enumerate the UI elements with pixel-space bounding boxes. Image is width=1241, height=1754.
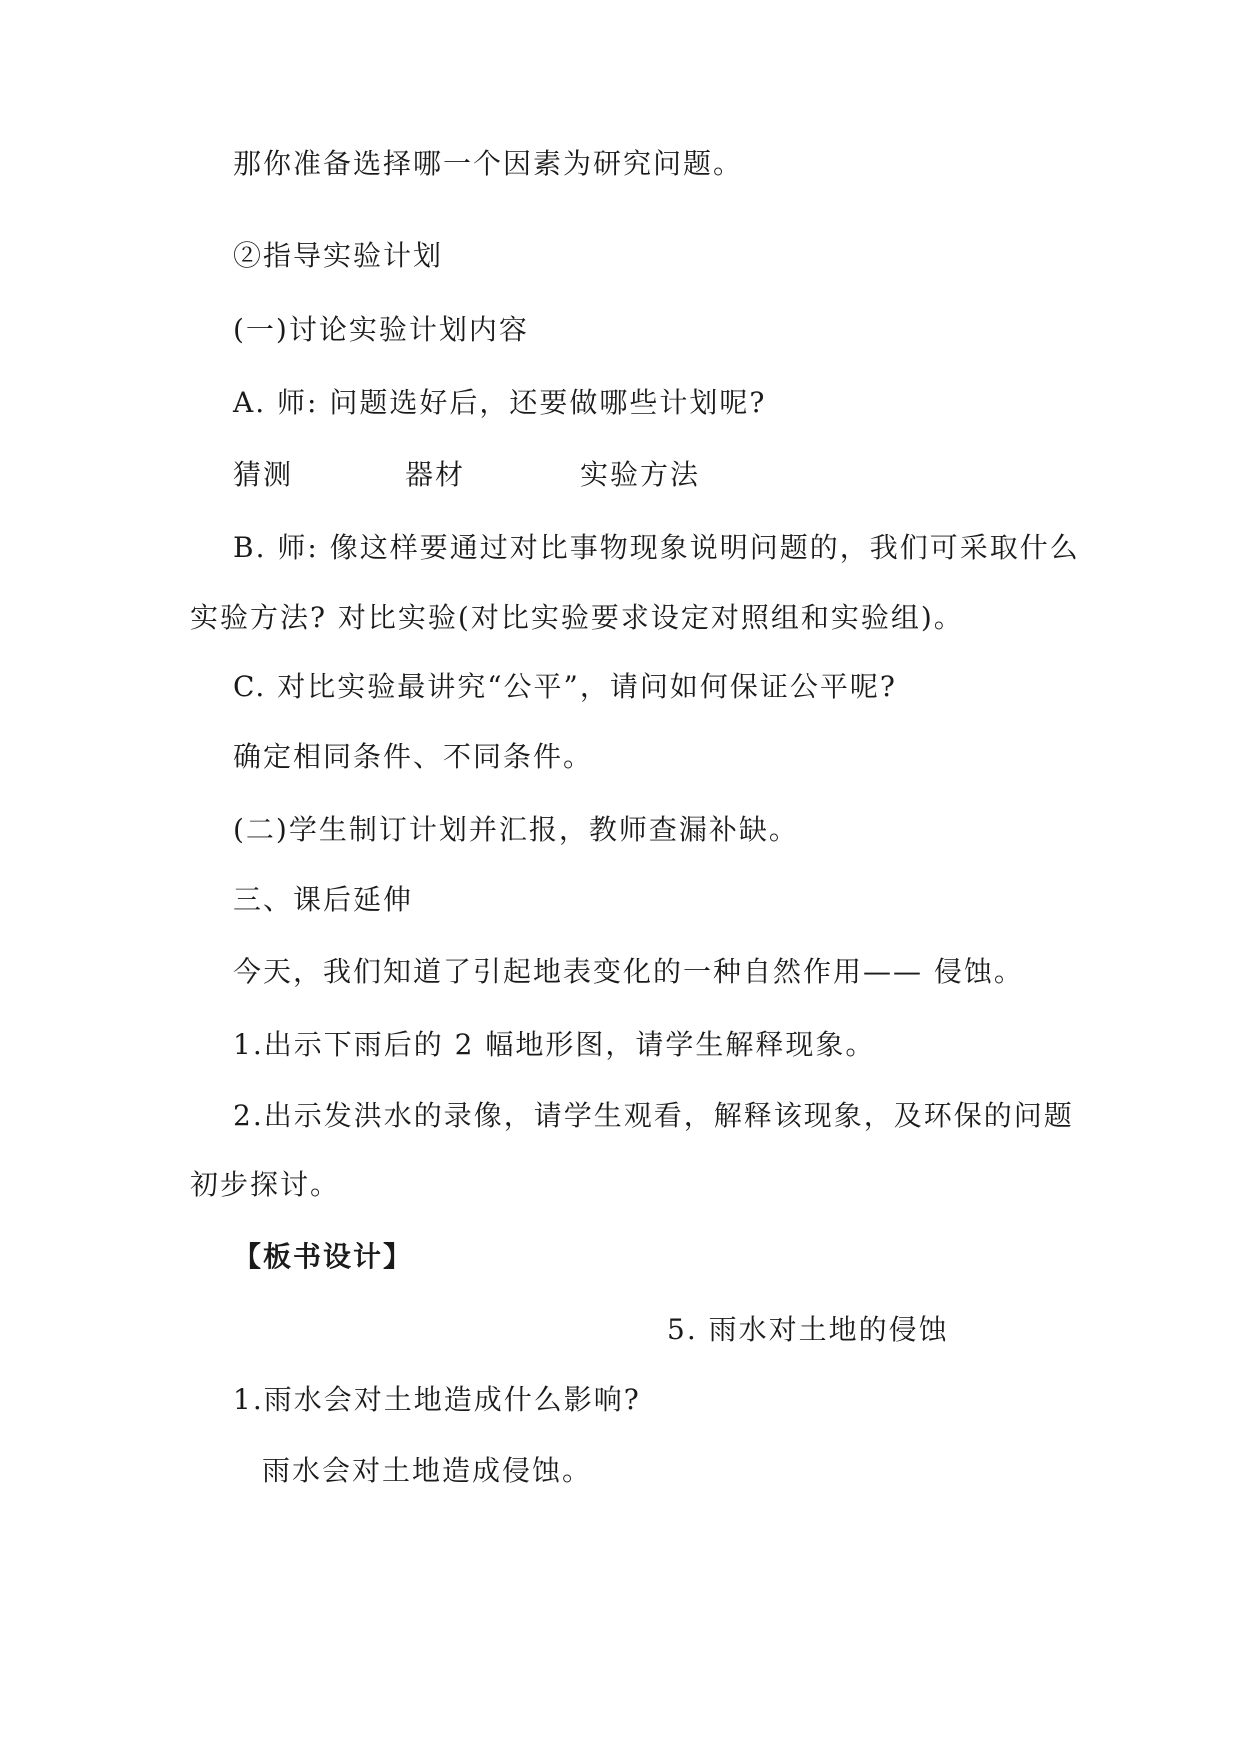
text-line: (二)学生制订计划并汇报，教师查漏补缺。 bbox=[233, 813, 799, 846]
text-line: C. 对比实验最讲究“公平”，请问如何保证公平呢? bbox=[233, 670, 897, 703]
text-line: (一)讨论实验计划内容 bbox=[233, 313, 529, 346]
text-line: 2.出示发洪水的录像，请学生观看，解释该现象，及环保的问题 bbox=[233, 1099, 1074, 1132]
text-line: 确定相同条件、不同条件。 bbox=[233, 740, 594, 773]
text-line: 三、课后延伸 bbox=[233, 883, 414, 916]
text-line: 初步探讨。 bbox=[190, 1168, 341, 1201]
section-heading: 【板书设计】 bbox=[233, 1240, 414, 1273]
text-line: B. 师: 像这样要通过对比事物现象说明问题的，我们可采取什么 bbox=[233, 531, 1080, 564]
text-line: A. 师: 问题选好后，还要做哪些计划呢? bbox=[233, 386, 767, 419]
text-line: 1.雨水会对土地造成什么影响? bbox=[233, 1383, 641, 1416]
text-line: 雨水会对土地造成侵蚀。 bbox=[262, 1454, 593, 1487]
text-line: 那你准备选择哪一个因素为研究问题。 bbox=[233, 147, 744, 180]
text-line: 1.出示下雨后的 2 幅地形图，请学生解释现象。 bbox=[233, 1028, 876, 1061]
board-title: 5. 雨水对土地的侵蚀 bbox=[667, 1313, 949, 1346]
text-line: 今天，我们知道了引起地表变化的一种自然作用—— 侵蚀。 bbox=[233, 955, 1024, 988]
text-line: 猜测 bbox=[233, 458, 294, 491]
text-line: 实验方法? 对比实验(对比实验要求设定对照组和实验组)。 bbox=[190, 601, 964, 634]
text-line: ②指导实验计划 bbox=[233, 239, 444, 272]
text-line: 实验方法 bbox=[580, 458, 701, 491]
text-line: 器材 bbox=[405, 458, 466, 491]
